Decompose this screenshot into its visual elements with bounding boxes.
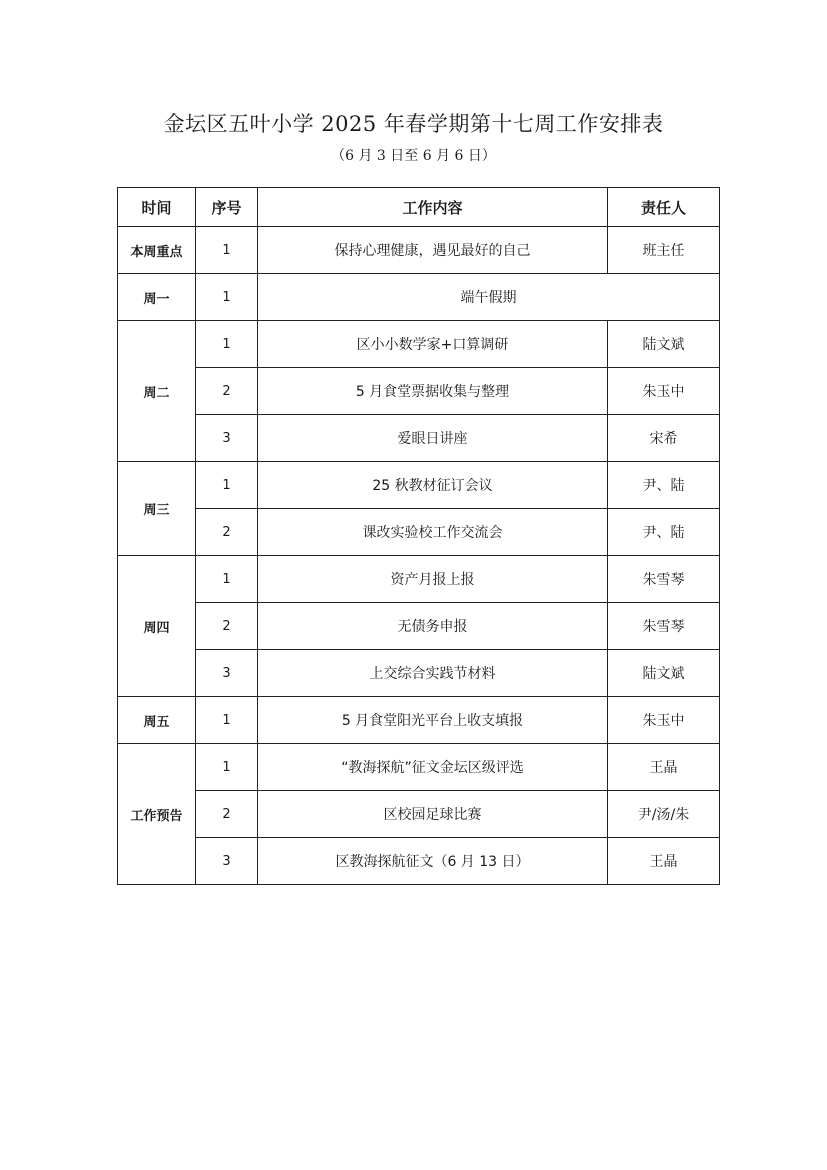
table-row: [118, 744, 720, 791]
content-cell: 无债务申报: [258, 603, 608, 650]
day-cell-tue: 周二: [118, 321, 196, 462]
content-cell: 区教海探航征文（6 月 13 日）: [258, 838, 608, 885]
seq-cell: 2: [196, 791, 258, 838]
table-row: [118, 650, 720, 697]
page-title: 金坛区五叶小学 2025 年春学期第十七周工作安排表: [163, 112, 664, 136]
day-cell-focus: 本周重点: [118, 227, 196, 274]
table-row: [118, 603, 720, 650]
header-row: [118, 188, 720, 227]
header-owner: 责任人: [608, 188, 720, 227]
table-row: [118, 462, 720, 509]
seq-cell: 2: [196, 368, 258, 415]
header-seq: 序号: [196, 188, 258, 227]
day-cell-fri: 周五: [118, 697, 196, 744]
date-range-subtitle: （6 月 3 日至 6 月 6 日）: [331, 148, 496, 164]
owner-cell: 朱雪琴: [608, 603, 720, 650]
day-cell-preview: 工作预告: [118, 744, 196, 885]
seq-cell: 1: [196, 462, 258, 509]
content-cell: 区小小数学家+口算调研: [258, 321, 608, 368]
table-row: [118, 697, 720, 744]
owner-cell: 王晶: [608, 838, 720, 885]
header-time: 时间: [118, 188, 196, 227]
table-row: [118, 556, 720, 603]
owner-cell: 陆文斌: [608, 650, 720, 697]
table-row: [118, 415, 720, 462]
content-cell: 爱眼日讲座: [258, 415, 608, 462]
seq-cell: 3: [196, 838, 258, 885]
table-row: [118, 791, 720, 838]
day-cell-thu: 周四: [118, 556, 196, 697]
day-cell-wed: 周三: [118, 462, 196, 556]
content-cell: 资产月报上报: [258, 556, 608, 603]
seq-cell: 1: [196, 227, 258, 274]
table-row: [118, 227, 720, 274]
seq-cell: 1: [196, 321, 258, 368]
seq-cell: 1: [196, 697, 258, 744]
table-row: [118, 838, 720, 885]
schedule-table: [117, 187, 720, 885]
owner-cell: 陆文斌: [608, 321, 720, 368]
seq-cell: 1: [196, 744, 258, 791]
owner-cell: 班主任: [608, 227, 720, 274]
content-cell: 课改实验校工作交流会: [258, 509, 608, 556]
table-row: [118, 321, 720, 368]
seq-cell: 2: [196, 509, 258, 556]
seq-cell: 1: [196, 274, 258, 321]
header-content: 工作内容: [258, 188, 608, 227]
seq-cell: 3: [196, 415, 258, 462]
table-row: [118, 368, 720, 415]
table-row: [118, 509, 720, 556]
content-cell-merged: 端午假期: [258, 274, 720, 321]
content-cell: 5 月食堂票据收集与整理: [258, 368, 608, 415]
table-row: [118, 274, 720, 321]
owner-cell: 宋希: [608, 415, 720, 462]
owner-cell: 尹、陆: [608, 509, 720, 556]
owner-cell: 王晶: [608, 744, 720, 791]
content-cell: 区校园足球比赛: [258, 791, 608, 838]
owner-cell: 尹、陆: [608, 462, 720, 509]
owner-cell: 朱雪琴: [608, 556, 720, 603]
seq-cell: 1: [196, 556, 258, 603]
owner-cell: 朱玉中: [608, 697, 720, 744]
content-cell: 25 秋教材征订会议: [258, 462, 608, 509]
content-cell: “教海探航”征文金坛区级评选: [258, 744, 608, 791]
seq-cell: 3: [196, 650, 258, 697]
seq-cell: 2: [196, 603, 258, 650]
owner-cell: 朱玉中: [608, 368, 720, 415]
content-cell: 上交综合实践节材料: [258, 650, 608, 697]
content-cell: 5 月食堂阳光平台上收支填报: [258, 697, 608, 744]
day-cell-mon: 周一: [118, 274, 196, 321]
content-cell: 保持心理健康，遇见最好的自己: [258, 227, 608, 274]
owner-cell: 尹/汤/朱: [608, 791, 720, 838]
